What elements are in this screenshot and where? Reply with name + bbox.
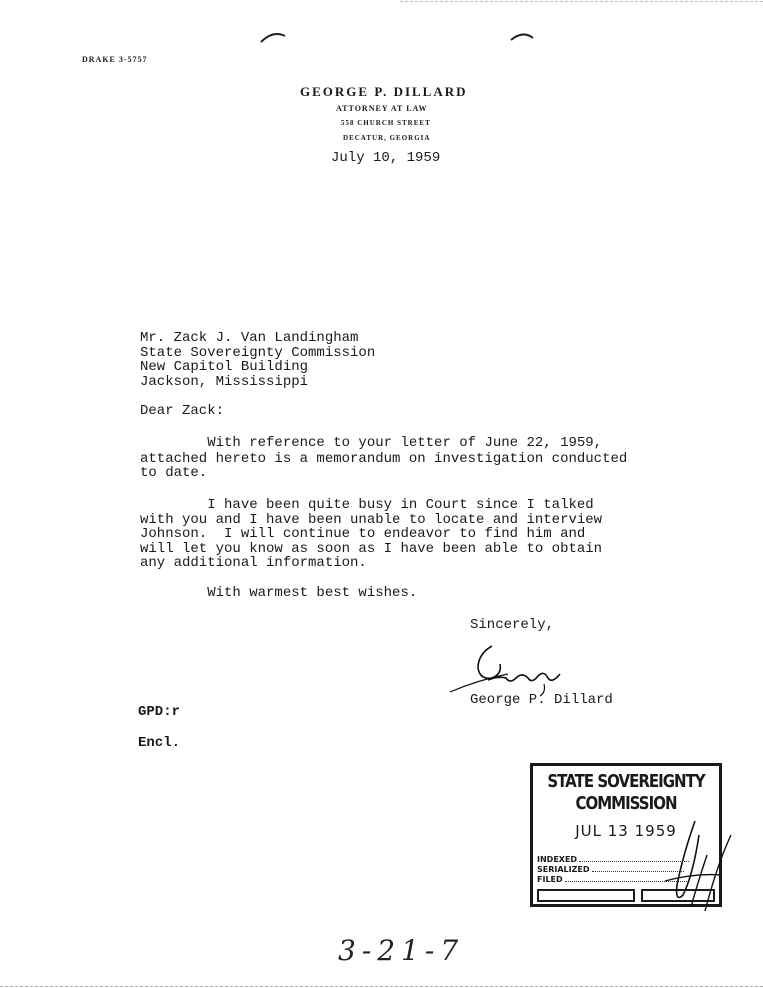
signer-name: George P. Dillard bbox=[470, 692, 613, 708]
body-line: will let you know as soon as I have been able to obtain bbox=[140, 541, 603, 557]
bottom-scan-edge bbox=[0, 986, 763, 987]
body-line: I have been quite busy in Court since I talked bbox=[140, 497, 594, 513]
stamp-indexed: INDEXED bbox=[537, 855, 689, 864]
stamp-initials bbox=[655, 815, 735, 915]
body-line: With reference to your letter of June 22, 1959, bbox=[140, 435, 603, 451]
salutation: Dear Zack: bbox=[140, 403, 225, 419]
stamp-serialized: SERIALIZED bbox=[537, 865, 684, 874]
body-line: any additional information. bbox=[140, 555, 367, 571]
recipient-city: Jackson, Mississippi bbox=[140, 374, 309, 390]
body-line: to date. bbox=[140, 465, 208, 481]
enclosure-note: Encl. bbox=[138, 735, 181, 751]
letterhead-street: 558 CHURCH STREET bbox=[341, 119, 431, 127]
recipient-building: New Capitol Building bbox=[140, 359, 309, 375]
file-number: 3-21-7 bbox=[338, 934, 465, 967]
recipient-name: Mr. Zack J. Van Landingham bbox=[140, 330, 359, 346]
stamp-box bbox=[537, 889, 635, 902]
scan-marks bbox=[255, 28, 545, 48]
body-line: attached hereto is a memorandum on investigation conducted bbox=[140, 451, 628, 467]
recipient-organization: State Sovereignty Commission bbox=[140, 345, 376, 361]
letterhead-name: GEORGE P. DILLARD bbox=[300, 84, 468, 99]
letter-date: July 10, 1959 bbox=[331, 150, 441, 166]
signature bbox=[448, 640, 578, 698]
letterhead-title: ATTORNEY AT LAW bbox=[336, 104, 428, 113]
stamp-title: STATE SOVEREIGNTY COMMISSION bbox=[547, 770, 705, 814]
closing-sincerely: Sincerely, bbox=[470, 617, 555, 633]
reference-initials: GPD:r bbox=[138, 704, 181, 720]
body-line: With warmest best wishes. bbox=[140, 585, 418, 601]
body-line: Johnson. I will continue to endeavor to find him and bbox=[140, 526, 586, 542]
stamp-date: JUL 13 1959 bbox=[575, 822, 677, 840]
top-scan-edge bbox=[400, 1, 763, 2]
letterhead-city: DECATUR, GEORGIA bbox=[343, 134, 431, 142]
body-line: with you and I have been unable to locate and interview bbox=[140, 512, 603, 528]
letterhead-phone: DRAKE 3-5757 bbox=[82, 55, 148, 64]
stamp-filed: FILED bbox=[537, 875, 689, 884]
